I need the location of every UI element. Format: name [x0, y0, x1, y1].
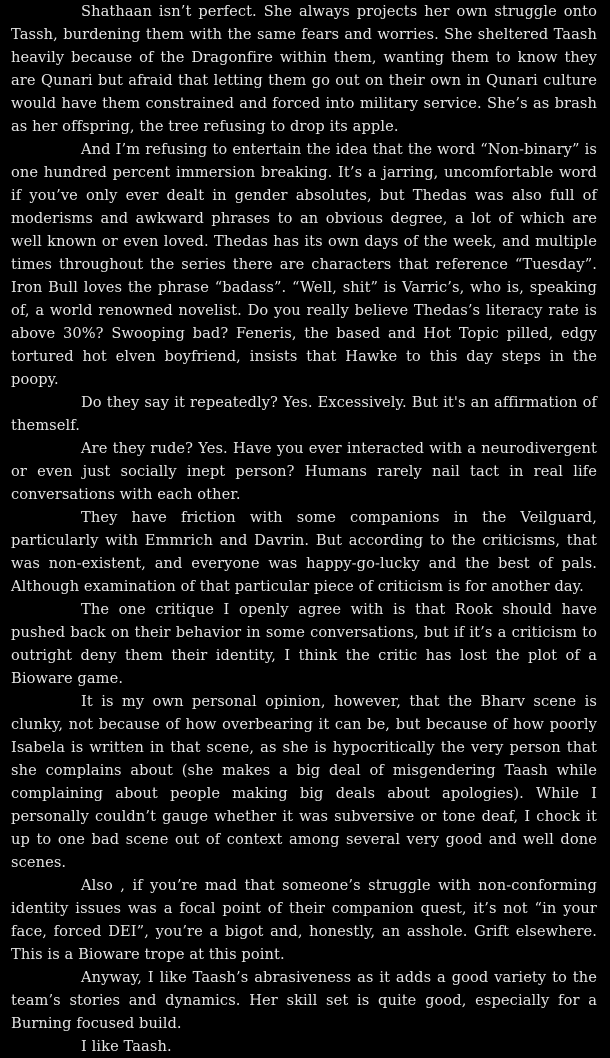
document-body [11, 0, 597, 1058]
paragraph-non-binary: And I’m refusing to entertain the idea that the word “Non-binary” is one hundred percent immersion breaking. It’s a jarring, uncomfortable word if you’ve only ever dealt in gender absolutes, but Thedas was also full of moderisms and awkward phrases to an obvious degree, a lot of which are well known or even loved. Thedas has its own days of the week, and multiple times throughout the series there are characters that reference “Tuesday”. Iron Bull loves the phrase “badass”. “Well, shit” is Varric’s, who is, speaking of, a world renowned novelist. Do you really believe Thedas’s literacy rate is above 30%? Swooping bad? Feneris, the based and Hot Topic pilled, edgy tortured hot elven boyfriend, insists that Hawke to this day steps in the poopy. [11, 141, 597, 388]
paragraph-friction: They have friction with some companions in the Veilguard, particularly with Emmrich and Davrin. But according to the criticisms, that was non-existent, and everyone was happy-go-lucky and the best of pals. Although examination of that particular piece of criticism is for another day. [11, 509, 597, 595]
paragraph-bharv-scene: It is my own personal opinion, however, that the Bharv scene is clunky, not because of how overbearing it can be, but because of how poorly Isabela is written in that scene, as she is hypocritically the very person that she complains about (she makes a big deal of misgendering Taash while complaining about people making big deals about apologies). While I personally couldn’t gauge whether it was subversive or tone deaf, I chock it up to one bad scene out of context among several very good and well done scenes. [11, 693, 597, 871]
paragraph-anyway: Anyway, I like Taash’s abrasiveness as it adds a good variety to the team’s stories and dynamics. Her skill set is quite good, especially for a Burning focused build. [11, 969, 597, 1032]
paragraph-critique: The one critique I openly agree with is that Rook should have pushed back on their behavior in some conversations, but if it’s a criticism to outright deny them their identity, I think the critic has lost the plot of a Bioware game. [11, 601, 597, 687]
paragraph-closing: I like Taash. [81, 1038, 172, 1055]
paragraph-also: Also , if you’re mad that someone’s struggle with non-conforming identity issues was a focal point of their companion quest, it’s not “in your face, forced DEI”, you’re a bigot and, honestly, an asshole. Grift elsewhere. This is a Bioware trope at this point. [11, 877, 597, 963]
paragraph-repeatedly: Do they say it repeatedly? Yes. Excessively. But it's an affirmation of themself. [11, 394, 597, 434]
paragraph-rude: Are they rude? Yes. Have you ever interacted with a neurodivergent or even just socially inept person? Humans rarely nail tact in real life conversations with each other. [11, 440, 597, 503]
paragraph-shathaan: Shathaan isn’t perfect. She always projects her own struggle onto Tassh, burdening them with the same fears and worries. She sheltered Taash heavily because of the Dragonfire within them, wanting them to know they are Qunari but afraid that letting them go out on their own in Qunari culture would have them constrained and forced into military service. She’s as brash as her offspring, the tree refusing to drop its apple. [11, 3, 597, 135]
